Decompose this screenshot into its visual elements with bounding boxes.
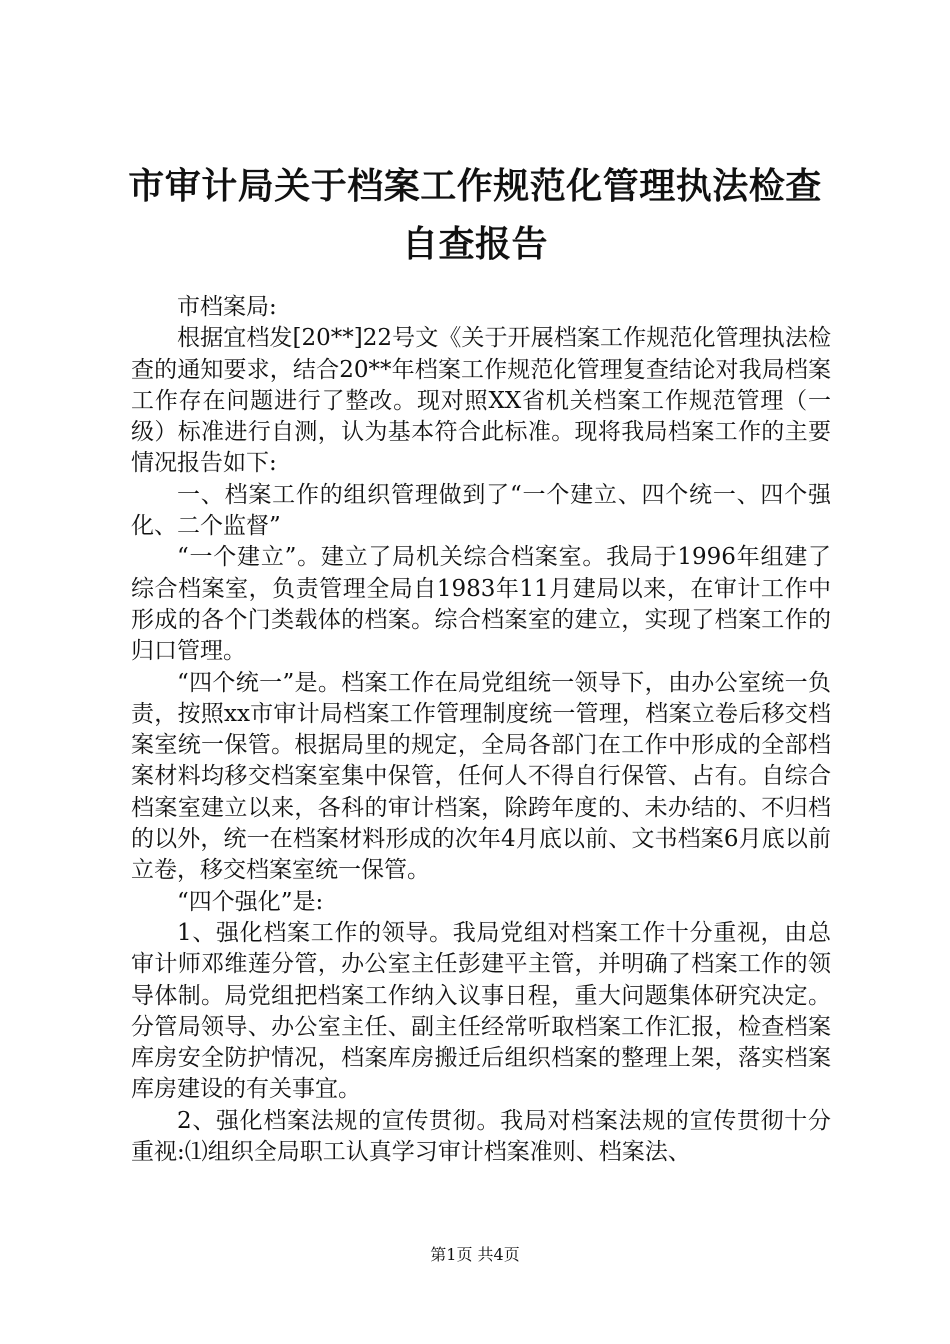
paragraph-strengthen-1: 1、强化档案工作的领导。我局党组对档案工作十分重视，由总审计师邓维莲分管，办公室主任彭建平主管，并明确了档案工作的领导体制。局党组把档案工作纳入议事日程，重大问题集体研究决定。分管局领导、办公室主任、副主任经常听取档案工作汇报，检查档案库房安全防护情况，档案库房搬迁后组织档案的整理上架，落实档案库房建设的有关事宜。	[131, 919, 831, 1103]
paragraph-salutation: 市档案局:	[177, 294, 277, 320]
paragraph-section-one: 一、档案工作的组织管理做到了“一个建立、四个统一、四个强化、二个监督”	[131, 481, 831, 540]
document-body	[131, 292, 831, 1168]
paragraph-one-establish: “一个建立”。建立了局机关综合档案室。我局于1996年组建了综合档案室，负责管理全局自1983年11月建局以来，在审计工作中形成的各个门类载体的档案。综合档案室的建立，实现了档案工作的归口管理。	[131, 544, 831, 665]
document-title: 市审计局关于档案工作规范化管理执法检查自查报告	[128, 166, 822, 265]
paragraph-strengthen-2: 2、强化档案法规的宣传贯彻。我局对档案法规的宣传贯彻十分重视:⑴组织全局职工认真学习审计档案准则、档案法、	[131, 1107, 831, 1166]
paragraph-intro: 根据宜档发[20**]22号文《关于开展档案工作规范化管理执法检查的通知要求，结合20**年档案工作规范化管理复查结论对我局档案工作存在问题进行了整改。现对照XX省机关档案工作规范管理（一级）标准进行自测，认为基本符合此标准。现将我局档案工作的主要情况报告如下:	[131, 325, 831, 477]
paragraph-four-unify: “四个统一”是。档案工作在局党组统一领导下，由办公室统一负责，按照xx市审计局档案工作管理制度统一管理，档案立卷后移交档案室统一保管。根据局里的规定，全局各部门在工作中形成的全部档案材料均移交档案室集中保管，任何人不得自行保管、占有。自综合档案室建立以来，各科的审计档案，除跨年度的、未办结的、不归档的以外，统一在档案材料形成的次年4月底以前、文书档案6月底以前立卷，移交档案室统一保管。	[131, 669, 831, 884]
page-footer: 第1页 共4页	[430, 1245, 520, 1264]
paragraph-four-strengthen: “四个强化”是:	[177, 888, 324, 915]
